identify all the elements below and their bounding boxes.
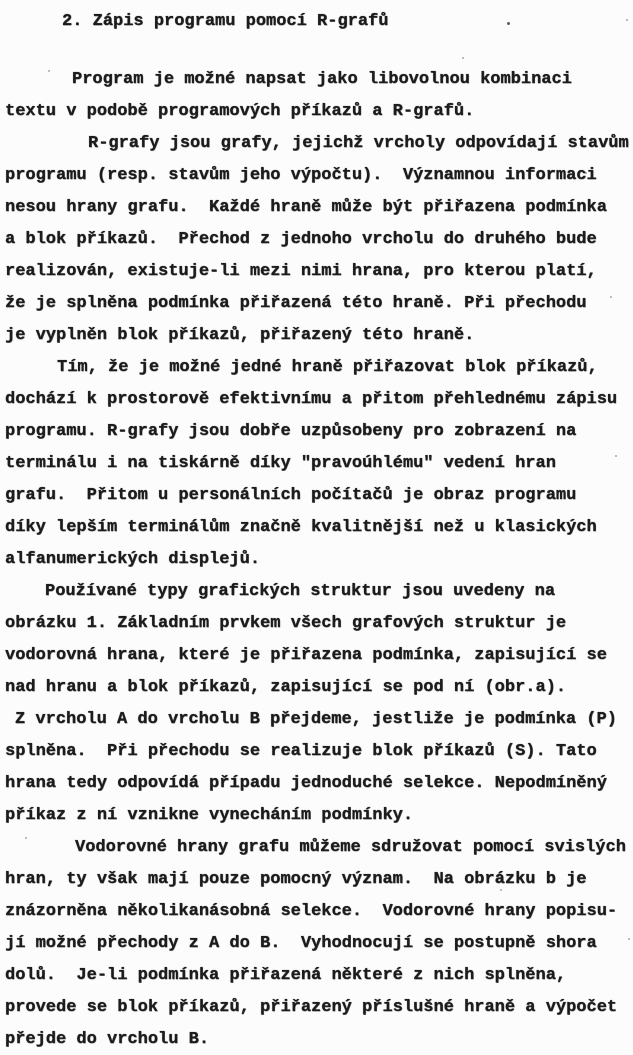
scan-speck xyxy=(48,70,50,72)
text-line: programu. R-grafy jsou dobře uzpůsobeny pro zobrazení na xyxy=(5,422,577,441)
page-title: 2. Zápis programu pomocí R-grafů xyxy=(62,12,389,31)
text-line: dolů. Je-li podmínka přiřazená některé z nich splněna, xyxy=(5,966,567,985)
text-line: přejde do vrcholu B. xyxy=(5,1030,210,1049)
text-line: nesou hrany grafu. Každé hraně může být přiřazena podmínka xyxy=(5,198,607,217)
text-line: Z vrcholu A do vrcholu B přejdeme, jestliže je podmínka (P) xyxy=(15,710,617,729)
text-line: znázorněna několikanásobná selekce. Vodorovné hrany popisu- xyxy=(5,902,618,921)
scan-speck xyxy=(628,938,630,940)
scan-speck xyxy=(626,19,628,21)
text-line: hran, ty však mají pouze pomocný význam. Na obrázku b je xyxy=(5,870,587,889)
text-line: provede se blok příkazů, přiřazený příslušné hraně a výpočet xyxy=(5,998,618,1017)
text-line: alfanumerických displejů. xyxy=(5,550,261,569)
text-line: dochází k prostorově efektivnímu a přitom přehlednému zápisu xyxy=(5,390,618,409)
text-line: příkaz z ní vznikne vynecháním podmínky. xyxy=(5,806,414,825)
scan-speck xyxy=(610,296,612,298)
text-line: Používané typy grafických struktur jsou uvedeny na xyxy=(45,582,556,601)
text-line: je vyplněn blok příkazů, přiřazený této hraně. xyxy=(5,326,475,345)
text-line: že je splněna podmínka přiřazená této hraně. Při přechodu xyxy=(5,294,587,313)
text-line: Tím, že je možné jedné hraně přiřazovat blok příkazů, xyxy=(57,358,598,377)
document-lines xyxy=(0,6,633,1055)
text-line: grafu. Přitom u personálních počítačů je obraz programu xyxy=(5,486,577,505)
scan-speck xyxy=(585,172,587,174)
scan-speck xyxy=(25,837,27,839)
text-line: obrázku 1. Základním prvkem všech grafových struktur je xyxy=(5,614,567,633)
text-line: a blok příkazů. Přechod z jednoho vrcholu do druhého bude xyxy=(5,230,597,249)
text-line: vodorovná hrana, které je přiřazena podmínka, zapisující se xyxy=(5,646,607,665)
scan-speck xyxy=(615,455,617,457)
text-line: splněna. Při přechodu se realizuje blok příkazů (S). Tato xyxy=(5,742,597,761)
text-line: realizován, existuje-li mezi nimi hrana, pro kterou platí, xyxy=(5,262,597,281)
text-line: nad hranu a blok příkazů, zapisující se pod ní (obr.a). xyxy=(5,678,567,697)
text-line: programu (resp. stavům jeho výpočtu). Významnou informaci xyxy=(5,166,597,185)
text-line: R-grafy jsou grafy, jejichž vrcholy odpovídají stavům xyxy=(88,134,629,153)
text-line: hrana tedy odpovídá případu jednoduché selekce. Nepodmíněný xyxy=(5,774,607,793)
text-line: jí možné přechody z A do B. Vyhodnocují se postupně shora xyxy=(5,934,597,953)
scan-speck xyxy=(507,22,510,25)
text-line: textu v podobě programových příkazů a R-grafů. xyxy=(5,102,475,121)
scan-speck xyxy=(462,57,464,59)
text-line: Vodorovné hrany grafu můžeme sdružovat pomocí svislých xyxy=(75,838,626,857)
scan-speck xyxy=(500,889,502,891)
text-line: Program je možné napsat jako libovolnou kombinaci xyxy=(72,70,572,89)
text-line: terminálu i na tiskárně díky "pravoúhlému" vedení hran xyxy=(5,454,556,473)
text-line: díky lepším terminálům značně kvalitnější než u klasických xyxy=(5,518,597,537)
